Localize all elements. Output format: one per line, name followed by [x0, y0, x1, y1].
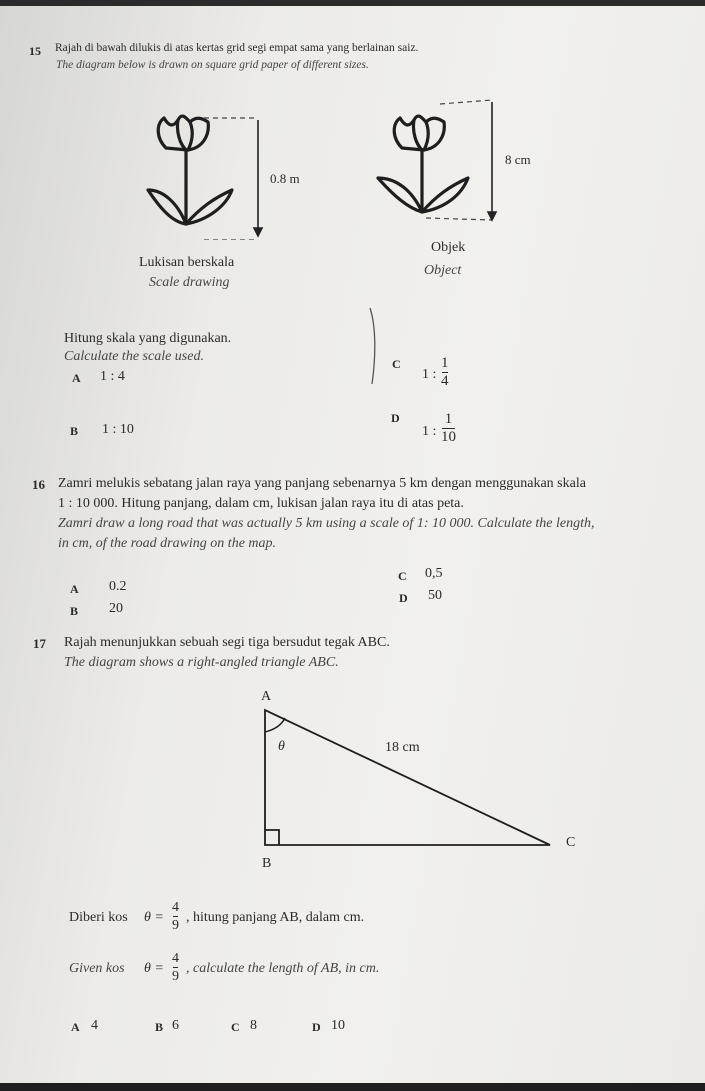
- q15-option-d-num: 1: [444, 411, 453, 427]
- q17-cos-fraction-en: [172, 950, 179, 985]
- q15-text-ms: Rajah di bawah dilukis di atas kertas grid segi empat sama yang berlainan saiz.: [55, 42, 419, 54]
- left-tulip-leaf-left: [148, 190, 186, 224]
- q16-option-a-label: A: [70, 582, 79, 596]
- q17-cos-num-ms: 4: [172, 900, 179, 915]
- q17-option-a-label: A: [71, 1020, 80, 1034]
- q15-prompt-ms: Hitung skala yang digunakan.: [64, 331, 232, 346]
- q17-given-ms-pre: Diberi kos: [69, 910, 128, 925]
- q17-option-d-label: D: [312, 1020, 321, 1034]
- q15-option-d-fraction: [441, 411, 456, 446]
- q15-option-a-value: 1 : 4: [100, 369, 125, 384]
- left-dimension-arrowhead: [254, 228, 262, 236]
- q16-option-d-value: 50: [428, 588, 442, 603]
- q17-cos-den-ms: 9: [172, 918, 179, 933]
- q17-option-b-label: B: [155, 1020, 164, 1034]
- q17-option-b-value: 6: [172, 1018, 179, 1033]
- q15-option-c-fraction: [441, 355, 449, 390]
- q16-option-c-label: C: [398, 569, 407, 583]
- q15-option-d-den: 10: [441, 429, 456, 445]
- vertex-b: B: [262, 856, 272, 871]
- triangle-diagram: [255, 700, 575, 860]
- q16-option-c-value: 0,5: [425, 566, 443, 581]
- angle-theta-label: θ: [278, 739, 285, 754]
- right-tulip-leaf-left: [378, 178, 422, 212]
- right-angle-marker: [265, 830, 279, 845]
- bottom-edge: [0, 1083, 705, 1091]
- right-tulip-leaf-right: [422, 178, 468, 212]
- triangle-abc: [265, 710, 550, 845]
- q17-option-d-value: 10: [331, 1018, 345, 1033]
- q16-number: 16: [32, 477, 45, 492]
- vertex-c: C: [566, 835, 576, 850]
- q17-option-a-value: 4: [91, 1018, 98, 1033]
- q16-line1: Zamri melukis sebatang jalan raya yang panjang sebenarnya 5 km dengan menggunakan skala: [58, 476, 586, 491]
- q15-option-a-label: A: [72, 371, 81, 385]
- tulip-diagram: [130, 90, 530, 240]
- angle-theta-arc: [265, 718, 285, 732]
- q15-text-en: The diagram below is drawn on square grid paper of different sizes.: [56, 59, 369, 71]
- q16-line2: 1 : 10 000. Hitung panjang, dalam cm, lukisan jalan raya itu di atas peta.: [58, 496, 464, 511]
- vertex-a: A: [261, 689, 272, 704]
- q15-option-c-num: 1: [441, 355, 449, 371]
- right-top-dashed-line: [440, 100, 492, 104]
- left-caption-en: Scale drawing: [149, 275, 230, 290]
- q17-option-c-value: 8: [250, 1018, 257, 1033]
- q17-option-c-label: C: [231, 1020, 240, 1034]
- q16-option-b-label: B: [70, 604, 79, 618]
- q17-cos-theta-ms: θ =: [144, 910, 164, 925]
- q16-line3: Zamri draw a long road that was actually 5 km using a scale of 1: 10 000. Calculate the length,: [58, 516, 595, 531]
- q17-given-en-pre: Given kos: [69, 961, 125, 976]
- top-edge: [0, 0, 705, 6]
- right-dimension-label: 8 cm: [505, 152, 531, 167]
- q15-option-b-value: 1 : 10: [102, 422, 134, 437]
- hypotenuse-label: 18 cm: [385, 740, 420, 755]
- q16-line4: in cm, of the road drawing on the map.: [58, 536, 277, 551]
- q17-given-en-post: , calculate the length of AB, in cm.: [186, 961, 380, 976]
- right-bottom-dashed-line: [426, 218, 492, 220]
- q16-option-a-value: 0.2: [109, 579, 127, 594]
- q15-option-c-label: C: [392, 357, 401, 371]
- q17-cos-theta-en: θ =: [144, 961, 164, 976]
- q17-cos-num-en: 4: [172, 951, 179, 966]
- left-dimension-label: 0.8 m: [270, 171, 300, 186]
- right-caption-en: Object: [424, 263, 462, 278]
- q15-option-c-den: 4: [441, 373, 449, 389]
- q16-option-d-label: D: [399, 591, 408, 605]
- pencil-mark: [368, 306, 380, 386]
- q15-option-c-prefix: 1 :: [422, 367, 437, 382]
- right-caption-ms: Objek: [431, 240, 466, 255]
- q15-option-b-label: B: [70, 424, 79, 438]
- q15-prompt-en: Calculate the scale used.: [64, 349, 204, 364]
- q17-cos-fraction-ms: [172, 899, 179, 934]
- q15-number: 15: [29, 44, 41, 58]
- q15-option-d-prefix: 1 :: [422, 424, 437, 439]
- q17-cos-den-en: 9: [172, 969, 179, 984]
- right-dimension-arrowhead: [488, 212, 496, 220]
- left-caption-ms: Lukisan berskala: [139, 255, 235, 270]
- q15-option-d-label: D: [391, 411, 400, 425]
- q17-given-ms-post: , hitung panjang AB, dalam cm.: [186, 910, 365, 925]
- q17-text-ms: Rajah menunjukkan sebuah segi tiga bersudut tegak ABC.: [64, 635, 390, 650]
- left-tulip-leaf-right: [186, 190, 232, 224]
- q17-text-en: The diagram shows a right-angled triangle ABC.: [64, 655, 339, 670]
- q17-number: 17: [33, 636, 46, 651]
- q16-option-b-value: 20: [109, 601, 123, 616]
